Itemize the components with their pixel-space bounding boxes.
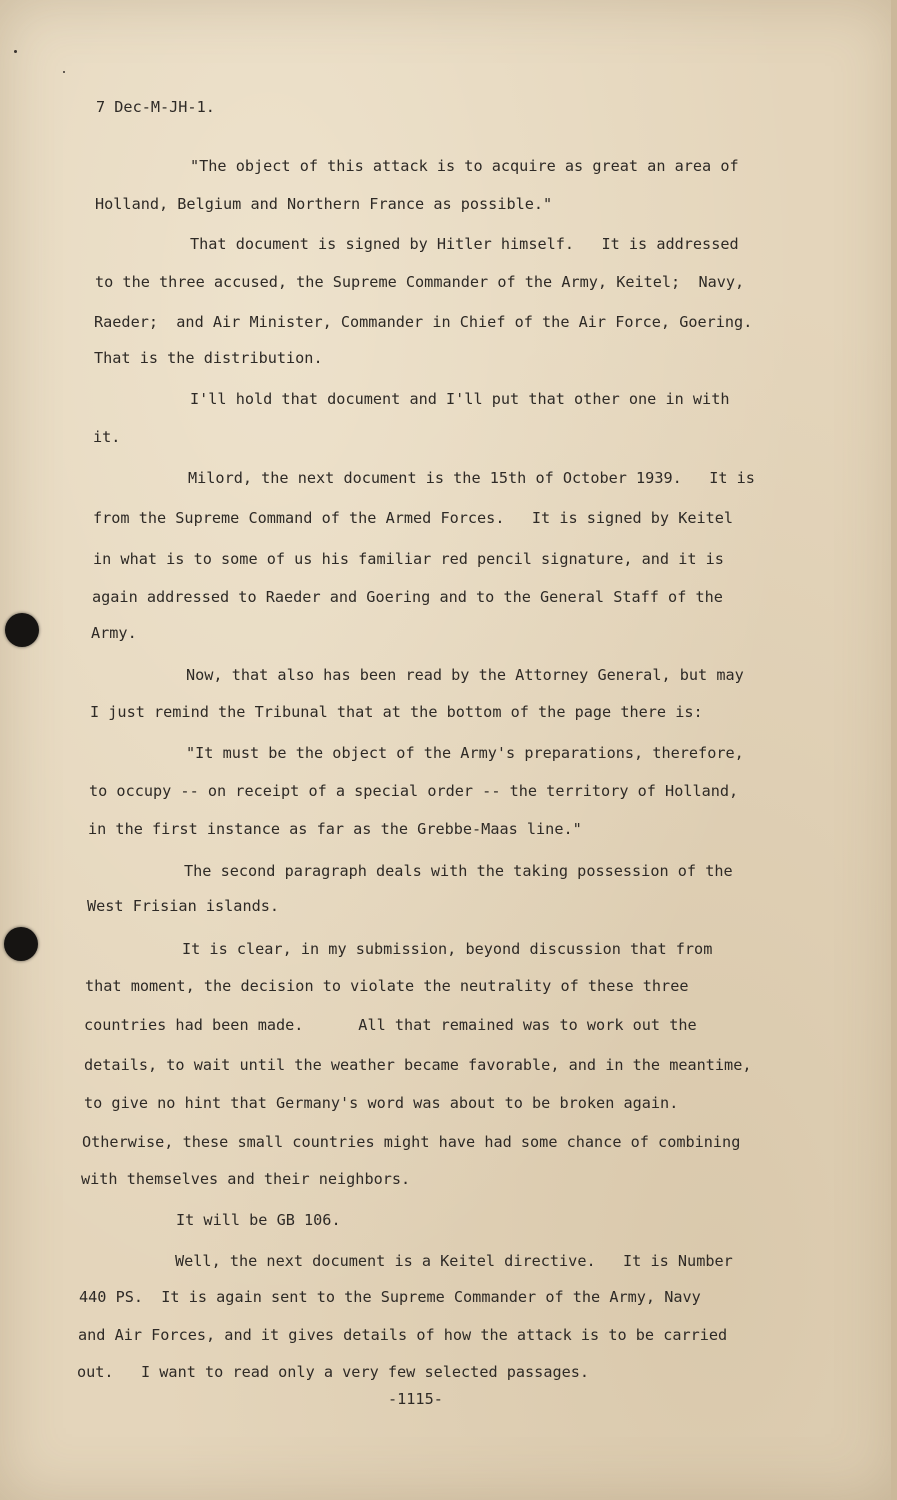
text-line: I just remind the Tribunal that at the bottom of the page there is: <box>90 703 703 721</box>
text-line: and Air Forces, and it gives details of how the attack is to be carried <box>78 1326 728 1344</box>
text-line: Milord, the next document is the 15th of October 1939. It is <box>188 469 755 487</box>
text-line: Well, the next document is a Keitel directive. It is Number <box>175 1252 733 1270</box>
text-line: in what is to some of us his familiar red pencil signature, and it is <box>93 550 724 568</box>
text-line: Army. <box>91 624 137 642</box>
text-line: countries had been made. All that remained was to work out the <box>84 1016 697 1034</box>
text-line: "The object of this attack is to acquire as great an area of <box>190 157 739 175</box>
text-line: Raeder; and Air Minister, Commander in Chief of the Air Force, Goering. <box>94 313 753 331</box>
text-line: It is clear, in my submission, beyond discussion that from <box>182 940 713 958</box>
punch-hole-upper <box>5 613 39 647</box>
text-line: The second paragraph deals with the taking possession of the <box>184 862 733 880</box>
text-line: "It must be the object of the Army's preparations, therefore, <box>186 744 744 762</box>
text-line: Otherwise, these small countries might have had some chance of combining <box>82 1133 741 1151</box>
text-line: Holland, Belgium and Northern France as possible." <box>95 195 553 213</box>
page-number: -1115- <box>388 1390 443 1408</box>
text-line: 440 PS. It is again sent to the Supreme Commander of the Army, Navy <box>79 1288 701 1306</box>
text-line: details, to wait until the weather became favorable, and in the meantime, <box>84 1056 752 1074</box>
text-line: It will be GB 106. <box>176 1211 341 1229</box>
text-line: Now, that also has been read by the Attorney General, but may <box>186 666 744 684</box>
paper-speck <box>63 71 65 73</box>
paper-speck <box>14 50 17 53</box>
text-line: again addressed to Raeder and Goering and to the General Staff of the <box>92 588 723 606</box>
text-line: That document is signed by Hitler himself. It is addressed <box>190 235 739 253</box>
text-line: to give no hint that Germany's word was about to be broken again. <box>84 1094 679 1112</box>
text-line: it. <box>93 428 121 446</box>
text-line: out. I want to read only a very few selected passages. <box>77 1363 590 1381</box>
text-line: that moment, the decision to violate the neutrality of these three <box>85 977 689 995</box>
text-line: in the first instance as far as the Grebbe-Maas line." <box>88 820 582 838</box>
punch-hole-lower <box>4 927 38 961</box>
text-line: with themselves and their neighbors. <box>81 1170 411 1188</box>
text-line: from the Supreme Command of the Armed Forces. It is signed by Keitel <box>93 509 734 527</box>
text-line: to occupy -- on receipt of a special order -- the territory of Holland, <box>89 782 739 800</box>
text-line: to the three accused, the Supreme Commander of the Army, Keitel; Navy, <box>95 273 745 291</box>
text-line: West Frisian islands. <box>87 897 280 915</box>
document-reference: 7 Dec-M-JH-1. <box>96 98 215 116</box>
text-line: I'll hold that document and I'll put that other one in with <box>190 390 730 408</box>
text-line: That is the distribution. <box>94 349 323 367</box>
page-edge <box>891 0 897 1500</box>
